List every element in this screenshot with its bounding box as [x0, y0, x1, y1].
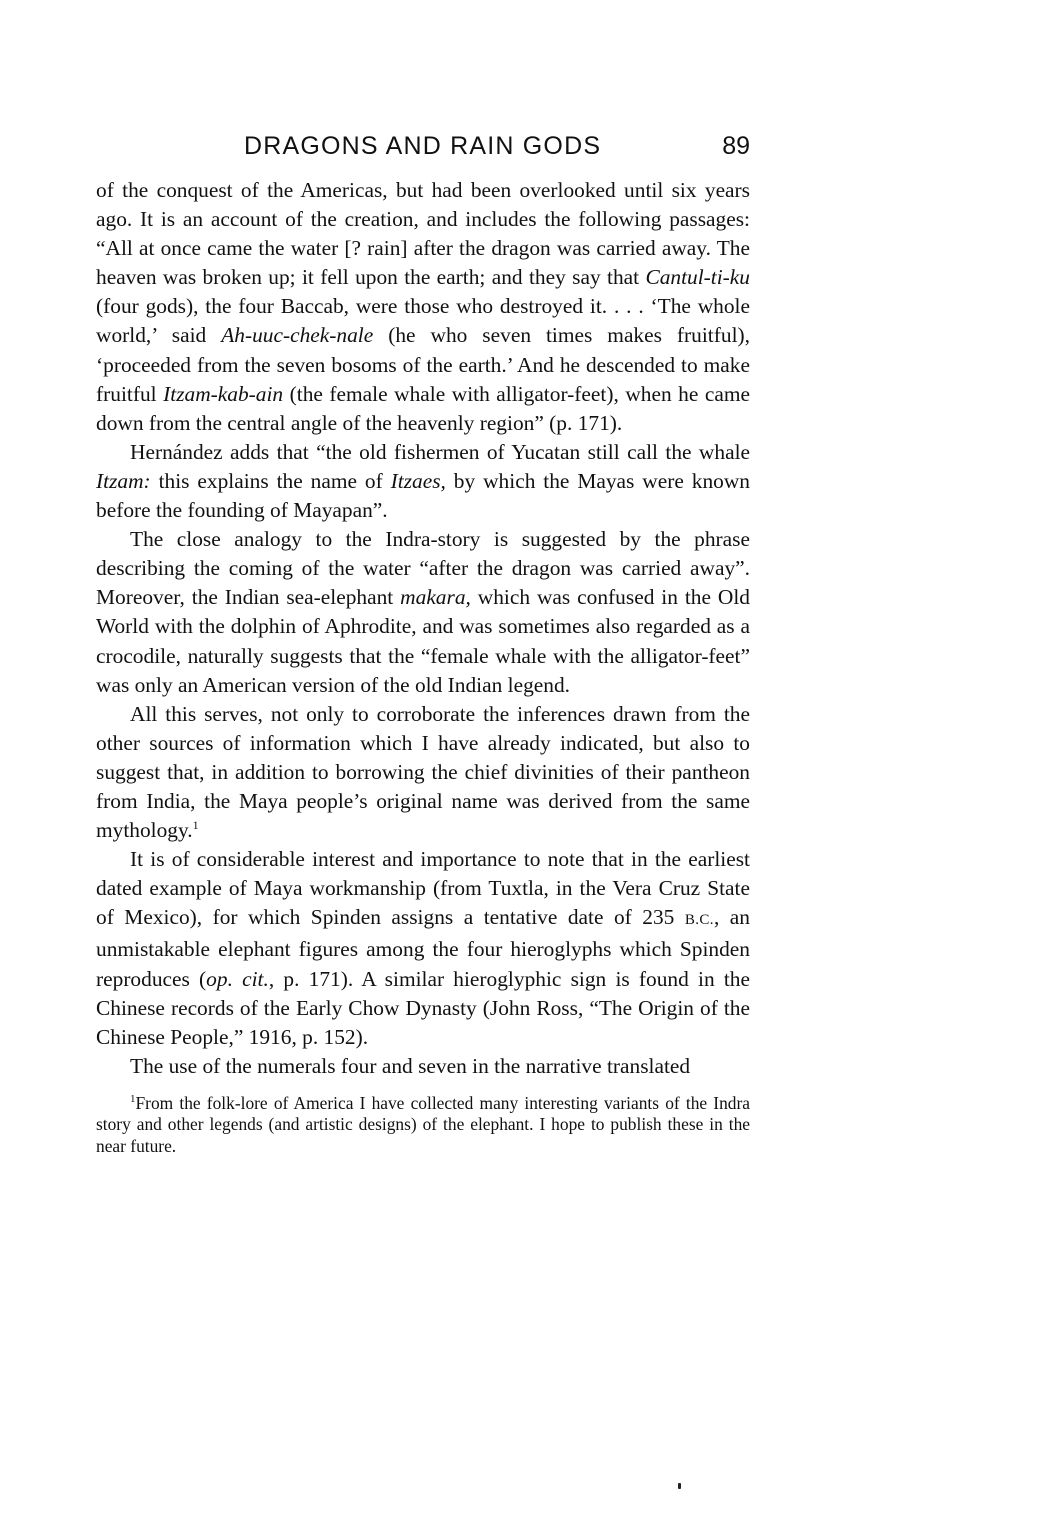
- body-text: [96, 176, 750, 1081]
- paragraph-6: [96, 1052, 750, 1081]
- paragraph-1: [96, 176, 750, 438]
- text-run: by which the Mayas were known before the founding of Mayapan”.: [96, 468, 750, 523]
- paragraph-5: [96, 845, 750, 1052]
- footnote: [96, 1093, 750, 1158]
- italic-term: makara,: [400, 585, 471, 610]
- italic-term: Itzaes,: [390, 468, 446, 493]
- text-run: (the female whale with alligator-feet), when he came down from the central angle of the heavenly region” (p. 171).: [96, 381, 751, 435]
- text-run: of the conquest of the Americas, but had been overlooked until six years ago. It is an account of the creation, and includes the following passages: “All at once came the water [? rain] after the dragon was carried away. The heaven was broken up; it fell upon the earth; and they say that: [96, 178, 750, 290]
- small-caps-era: B.C.: [684, 912, 714, 929]
- italic-term: Ah-uuc-chek-nale: [221, 323, 374, 348]
- text-run: (four gods), the four Baccab, were those who destroyed it. . . . ‘The whole world,’ said: [96, 294, 750, 348]
- text-run: (he who seven times makes fruitful), ‘proceeded from the seven bosoms of the earth.’ And he descended to make fruitful: [96, 323, 750, 406]
- footnote-marker: 1: [130, 1093, 136, 1106]
- paragraph-4: [96, 700, 750, 845]
- text-run: which was confused in the Old World with the dolphin of Aphrodite, and was sometimes also regarded as a crocodile, naturally suggests that the “female whale with the alligator-feet” was only an American version of the old Indian legend.: [96, 585, 750, 697]
- text-run: The use of the numerals four and seven in the narrative translated: [130, 1053, 691, 1078]
- running-head: DRAGONS AND RAIN GODS: [244, 132, 602, 160]
- paragraph-2: [96, 438, 750, 525]
- italic-term: Itzam-kab-ain: [163, 381, 284, 406]
- text-run: , an unmistakable elephant figures among the four hieroglyphs which Spinden reproduces (: [96, 905, 750, 991]
- text-run: It is of considerable interest and importance to note that in the earliest dated example of Maya workmanship (from Tuxtla, in the Vera Cruz State of Mexico), for which Spinden assigns a tentative date of 235: [96, 847, 750, 930]
- italic-term: op. cit.: [206, 966, 269, 991]
- paragraph-3: [96, 525, 750, 700]
- book-page: [96, 132, 750, 1157]
- print-speck-mark: [678, 1483, 681, 1489]
- text-run: All this serves, not only to corroborate the inferences drawn from the other sources of information which I have already indicated, but also to suggest that, in addition to borrowing the chief divinities of their pantheon from India, the Maya people’s original name was derived from the same mythology.: [96, 701, 750, 843]
- footnote-reference: 1: [192, 817, 199, 832]
- italic-term: Cantul-ti-ku: [645, 265, 750, 290]
- text-run: Hernández adds that “the old fishermen of Yucatan still call the whale: [130, 439, 750, 464]
- page-number: 89: [722, 132, 750, 160]
- footnote-text: From the folk-lore of America I have collected many interesting variants of the Indra story and other legends (and artistic designs) of the elephant. I hope to publish these in the near future.: [96, 1092, 750, 1156]
- text-run: The close analogy to the Indra-story is suggested by the phrase describing the coming of the water “after the dragon was carried away”. Moreover, the Indian sea-elephant: [96, 527, 750, 610]
- text-run: , p. 171). A similar hieroglyphic sign is found in the Chinese records of the Early Chow Dynasty (John Ross, “The Origin of the Chinese People,” 1916, p. 152).: [96, 966, 750, 1049]
- page-header: [96, 132, 750, 172]
- italic-term: Itzam:: [96, 468, 151, 493]
- text-run: this explains the name of: [150, 468, 391, 493]
